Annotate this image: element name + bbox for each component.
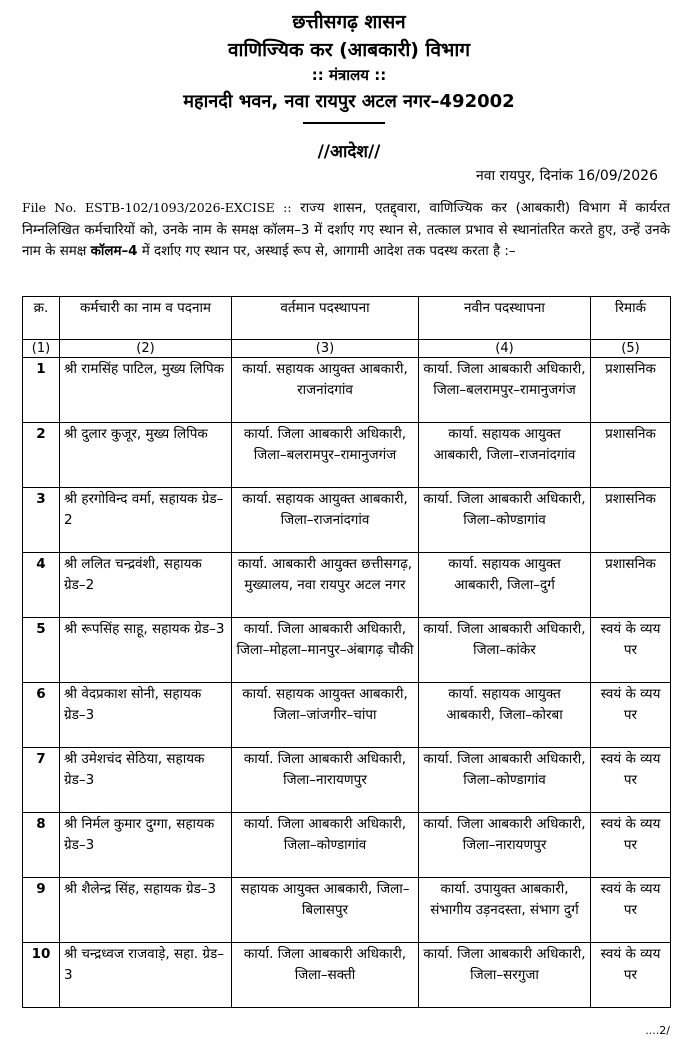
current-posting-cell: सहायक आयुक्त आबकारी, जिला–बिलासपुर — [232, 878, 419, 943]
remark-cell: प्रशासनिक — [591, 358, 671, 423]
name-cell: श्री वेदप्रकाश सोनी, सहायक ग्रेड–3 — [60, 683, 232, 748]
table-row — [23, 683, 671, 748]
remark-cell: प्रशासनिक — [591, 488, 671, 553]
table-row — [23, 423, 671, 488]
table-row — [23, 813, 671, 878]
name-cell: श्री हरगोविन्द वर्मा, सहायक ग्रेड–2 — [60, 488, 232, 553]
order-paragraph — [22, 197, 670, 263]
serial-cell: 9 — [23, 878, 60, 943]
page-continuation-marker: ....2/ — [645, 1024, 670, 1037]
header-department: वाणिज्यिक कर (आबकारी) विभाग — [227, 39, 471, 61]
table-row — [23, 358, 671, 423]
table-row — [23, 878, 671, 943]
serial-cell: 2 — [23, 423, 60, 488]
remark-cell: स्वयं के व्यय पर — [591, 943, 671, 1008]
name-cell: श्री चन्द्रध्वज राजवाड़े, सहा. ग्रेड–3 — [60, 943, 232, 1008]
table-row — [23, 618, 671, 683]
col-header-name: कर्मचारी का नाम व पदनाम — [60, 297, 232, 340]
col-number: (4) — [419, 340, 591, 358]
remark-cell: प्रशासनिक — [591, 553, 671, 618]
name-cell: श्री रामसिंह पाटिल, मुख्य लिपिक — [60, 358, 232, 423]
transfer-table — [22, 296, 671, 1008]
name-cell: श्री ललित चन्द्रवंशी, सहायक ग्रेड–2 — [60, 553, 232, 618]
current-posting-cell: कार्या. जिला आबकारी अधिकारी, जिला–बलरामपुर–रामानुजगंज — [232, 423, 419, 488]
header-government: छत्तीसगढ़ शासन — [292, 11, 406, 33]
remark-cell: स्वयं के व्यय पर — [591, 878, 671, 943]
col-number: (3) — [232, 340, 419, 358]
new-posting-cell: कार्या. जिला आबकारी अधिकारी, जिला–कोण्डागांव — [419, 748, 591, 813]
order-text-column-ref: कॉलम–4 — [90, 244, 138, 260]
new-posting-cell: कार्या. सहायक आयुक्त आबकारी, जिला–राजनांदगांव — [419, 423, 591, 488]
new-posting-cell: कार्या. जिला आबकारी अधिकारी, जिला–नारायणपुर — [419, 813, 591, 878]
order-text-part-2: में दर्शाए गए स्थान पर, अस्थाई रूप से, आगामी आदेश तक पदस्थ करता है :– — [137, 244, 516, 260]
serial-cell: 7 — [23, 748, 60, 813]
name-cell: श्री दुलार कुजूर, मुख्य लिपिक — [60, 423, 232, 488]
table-row — [23, 553, 671, 618]
name-cell: श्री रूपसिंह साहू, सहायक ग्रेड–3 — [60, 618, 232, 683]
serial-cell: 1 — [23, 358, 60, 423]
table-row — [23, 488, 671, 553]
remark-cell: स्वयं के व्यय पर — [591, 683, 671, 748]
new-posting-cell: कार्या. जिला आबकारी अधिकारी, जिला–कोण्डागांव — [419, 488, 591, 553]
serial-cell: 6 — [23, 683, 60, 748]
header-divider — [303, 122, 385, 124]
remark-cell: स्वयं के व्यय पर — [591, 813, 671, 878]
serial-cell: 5 — [23, 618, 60, 683]
col-number: (5) — [591, 340, 671, 358]
current-posting-cell: कार्या. जिला आबकारी अधिकारी, जिला–मोहला–मानपुर–अंबागढ़ चौकी — [232, 618, 419, 683]
remark-cell: प्रशासनिक — [591, 423, 671, 488]
name-cell: श्री निर्मल कुमार दुग्गा, सहायक ग्रेड–3 — [60, 813, 232, 878]
serial-cell: 3 — [23, 488, 60, 553]
new-posting-cell: कार्या. जिला आबकारी अधिकारी, जिला–सरगुजा — [419, 943, 591, 1008]
date-line: नवा रायपुर, दिनांक 16/09/2026 — [475, 168, 658, 184]
name-cell: श्री शैलेन्द्र सिंह, सहायक ग्रेड–3 — [60, 878, 232, 943]
col-header-remark: रिमार्क — [591, 297, 671, 340]
col-header-new-posting: नवीन पदस्थापना — [419, 297, 591, 340]
table-row — [23, 943, 671, 1008]
table-row — [23, 748, 671, 813]
file-number: File No. ESTB-102/1093/2026-EXCISE :: — [22, 200, 292, 215]
remark-cell: स्वयं के व्यय पर — [591, 748, 671, 813]
current-posting-cell: कार्या. जिला आबकारी अधिकारी, जिला–सक्ती — [232, 943, 419, 1008]
col-header-serial: क्र. — [23, 297, 60, 340]
current-posting-cell: कार्या. सहायक आयुक्त आबकारी, जिला–जांजगीर–चांपा — [232, 683, 419, 748]
name-cell: श्री उमेशचंद सेठिया, सहायक ग्रेड–3 — [60, 748, 232, 813]
header-address: महानदी भवन, नवा रायपुर अटल नगर–492002 — [183, 91, 515, 112]
col-header-current-posting: वर्तमान पदस्थापना — [232, 297, 419, 340]
new-posting-cell: कार्या. उपायुक्त आबकारी, संभागीय उड़नदस्ता, संभाग दुर्ग — [419, 878, 591, 943]
new-posting-cell: कार्या. जिला आबकारी अधिकारी, जिला–बलरामपुर–रामानुजगंज — [419, 358, 591, 423]
order-title: //आदेश// — [317, 142, 381, 162]
col-number: (2) — [60, 340, 232, 358]
new-posting-cell: कार्या. सहायक आयुक्त आबकारी, जिला–कोरबा — [419, 683, 591, 748]
col-number: (1) — [23, 340, 60, 358]
current-posting-cell: कार्या. जिला आबकारी अधिकारी, जिला–नारायणपुर — [232, 748, 419, 813]
new-posting-cell: कार्या. जिला आबकारी अधिकारी, जिला–कांकेर — [419, 618, 591, 683]
current-posting-cell: कार्या. सहायक आयुक्त आबकारी, राजनांदगांव — [232, 358, 419, 423]
serial-cell: 8 — [23, 813, 60, 878]
current-posting-cell: कार्या. जिला आबकारी अधिकारी, जिला–कोण्डागांव — [232, 813, 419, 878]
order-text-part-1: राज्य शासन, एतद्द्वारा, वाणिज्यिक कर (आबकारी) विभाग में कार्यरत निम्नलिखित कर्मचारियों को, उनके नाम के समक्ष कॉलम–3 में दर्शाए गए स्थान से, तत्काल प्रभाव से स्थानांतरित करते हुए, उन्हें उनके नाम के समक्ष — [22, 201, 670, 260]
new-posting-cell: कार्या. सहायक आयुक्त आबकारी, जिला–दुर्ग — [419, 553, 591, 618]
remark-cell: स्वयं के व्यय पर — [591, 618, 671, 683]
header-ministry: :: मंत्रालय :: — [311, 66, 387, 84]
current-posting-cell: कार्या. आबकारी आयुक्त छत्तीसगढ़, मुख्यालय, नवा रायपुर अटल नगर — [232, 553, 419, 618]
current-posting-cell: कार्या. सहायक आयुक्त आबकारी, जिला–राजनांदगांव — [232, 488, 419, 553]
serial-cell: 4 — [23, 553, 60, 618]
serial-cell: 10 — [23, 943, 60, 1008]
